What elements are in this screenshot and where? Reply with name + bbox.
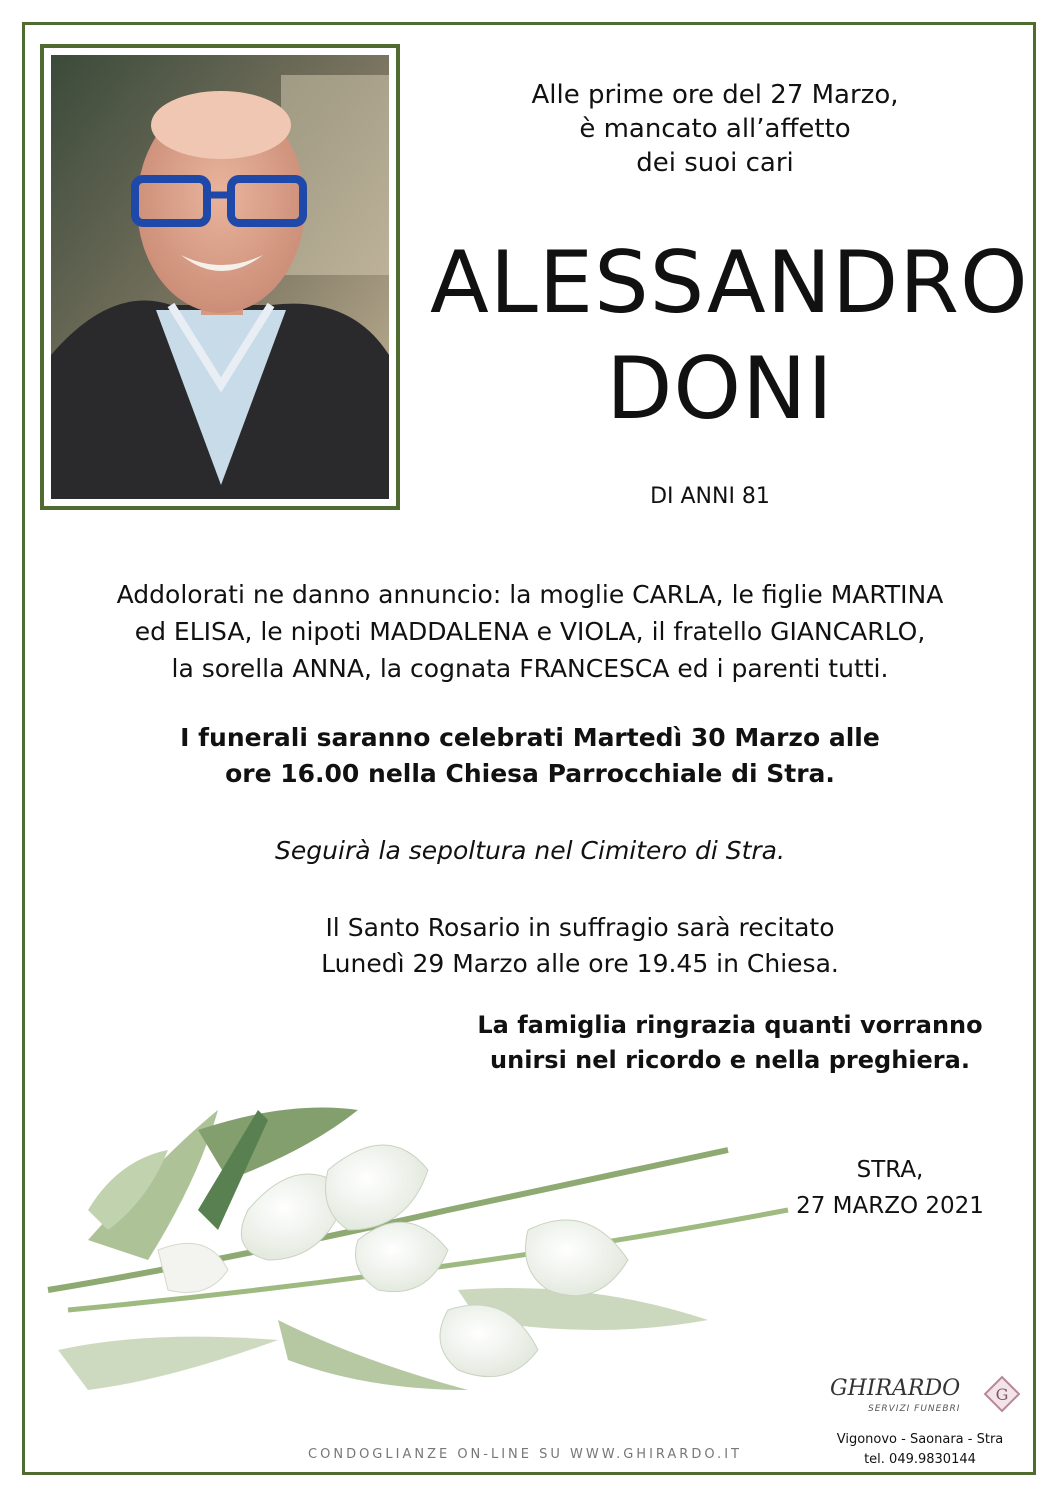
burial-info: Seguirà la sepoltura nel Cimitero di Stra.	[275, 836, 785, 865]
family-thanks	[440, 1008, 1020, 1078]
announcement-line-1: Addolorati ne danno annuncio: la moglie CARLA, le figlie MARTINA	[116, 580, 944, 609]
agency-logo-letter: G	[995, 1385, 1009, 1404]
agency-name: GHIRARDO	[830, 1376, 961, 1401]
agency-logo-icon	[982, 1374, 1022, 1414]
rosary-line-1: Il Santo Rosario in suffragio sarà recitato	[325, 913, 835, 942]
thanks-line-1: La famiglia ringrazia quanti vorranno	[477, 1011, 983, 1039]
deceased-last-name: DONI	[606, 339, 834, 439]
deceased-age: DI ANNI 81	[650, 484, 770, 509]
agency-locations: Vigonovo - Saonara - Stra	[836, 1432, 1004, 1447]
announcement	[50, 576, 1010, 687]
funeral-line-2: ore 16.00 nella Chiesa Parrocchiale di Stra.	[225, 759, 835, 788]
portrait-photo	[40, 44, 400, 510]
intro-line-2: è mancato all’affetto	[579, 114, 851, 144]
rosary-info	[240, 910, 920, 982]
agency-contacts	[800, 1430, 1040, 1470]
calla-lilies-icon	[28, 1090, 818, 1450]
place: STRA,	[856, 1157, 924, 1183]
date: 27 MARZO 2021	[796, 1193, 984, 1219]
deceased-first-name: ALESSANDRO	[430, 233, 1029, 333]
intro-line-1: Alle prime ore del 27 Marzo,	[531, 80, 899, 110]
announcement-line-2: ed ELISA, le nipoti MADDALENA e VIOLA, il fratello GIANCARLO,	[134, 617, 926, 646]
agency-phone: tel. 049.9830144	[864, 1452, 976, 1467]
portrait-image	[51, 55, 389, 499]
rosary-line-2: Lunedì 29 Marzo alle ore 19.45 in Chiesa.	[321, 949, 839, 978]
condolences-footer: CONDOGLIANZE ON-LINE SU WWW.GHIRARDO.IT	[308, 1447, 742, 1462]
funeral-info	[90, 720, 970, 792]
thanks-line-2: unirsi nel ricordo e nella preghiera.	[490, 1046, 970, 1074]
funeral-line-1: I funerali saranno celebrati Martedì 30 Marzo alle	[180, 723, 880, 752]
agency-subtitle: SERVIZI FUNEBRI	[868, 1404, 961, 1414]
announcement-line-3: la sorella ANNA, la cognata FRANCESCA ed i parenti tutti.	[171, 654, 889, 683]
intro-text	[480, 78, 950, 180]
intro-line-3: dei suoi cari	[636, 148, 794, 178]
agency-logo	[830, 1374, 1030, 1414]
